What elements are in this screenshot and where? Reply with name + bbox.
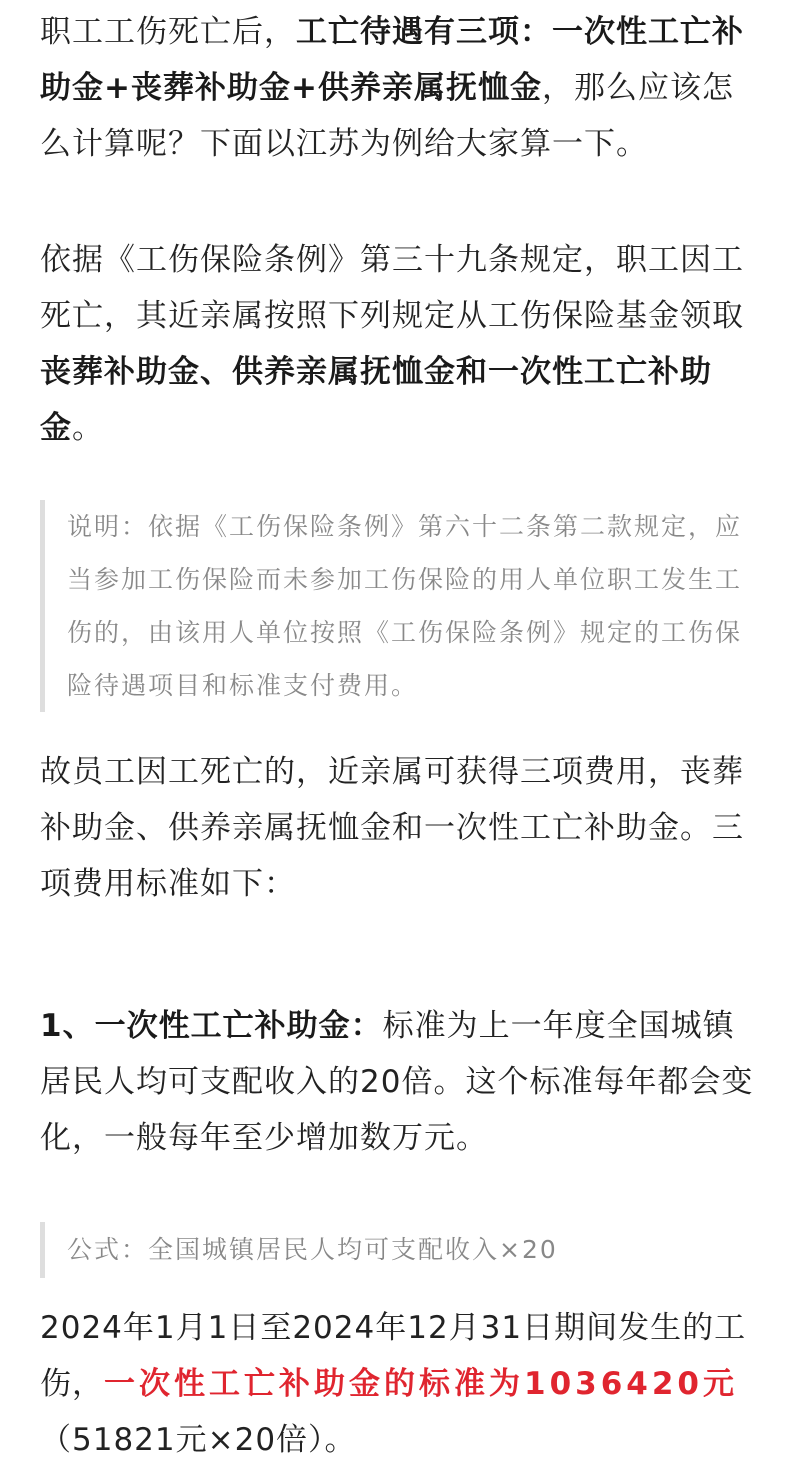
- standard-highlight: 一次性工亡补助金的标准为1036420元: [104, 1366, 738, 1402]
- note-text: 说明：依据《工伤保险条例》第六十二条第二款规定，应当参加工伤保险而未参加工伤保险的用人单位职工发生工伤的，由该用人单位按照《工伤保险条例》规定的工伤保险待遇项目和标准支付费用。: [67, 512, 743, 700]
- intro-text-end: ，那么应该怎么计算呢？下面以江苏为例给大家算一下。: [40, 70, 734, 162]
- regulation-text: 依据《工伤保险条例》第三十九条规定，职工因工死亡，其近亲属按照下列规定从工伤保险基金领取: [40, 242, 744, 334]
- standard-text: 2024年1月1日至2024年12月31日期间发生的工伤，: [40, 1310, 747, 1402]
- intro-paragraph: [40, 0, 760, 172]
- intro-bold-text: 工亡待遇有三项：一次性工亡补助金+丧葬补助金+供养亲属抚恤金: [40, 14, 744, 106]
- item1-heading: 1、一次性工亡补助金：: [40, 1008, 383, 1044]
- intro-text: 职工工伤死亡后，: [40, 14, 296, 50]
- standard-text-end: （51821元×20倍）。: [40, 1422, 357, 1458]
- item1-paragraph: [40, 998, 760, 1166]
- formula-text: 公式：全国城镇居民人均可支配收入×20: [67, 1235, 558, 1264]
- summary-paragraph: [40, 744, 760, 912]
- note-blockquote: [40, 500, 760, 712]
- regulation-text-end: 。: [72, 410, 104, 446]
- regulation-bold-text: 丧葬补助金、供养亲属抚恤金和一次性工亡补助金: [40, 354, 712, 446]
- standard-paragraph: [40, 1300, 760, 1468]
- summary-text: 故员工因工死亡的，近亲属可获得三项费用，丧葬补助金、供养亲属抚恤金和一次性工亡补助金。三项费用标准如下：: [40, 754, 744, 902]
- item1-text: 标准为上一年度全国城镇居民人均可支配收入的20倍。这个标准每年都会变化，一般每年至少增加数万元。: [40, 1008, 754, 1156]
- formula-blockquote: [40, 1222, 760, 1278]
- regulation-paragraph: [40, 232, 760, 456]
